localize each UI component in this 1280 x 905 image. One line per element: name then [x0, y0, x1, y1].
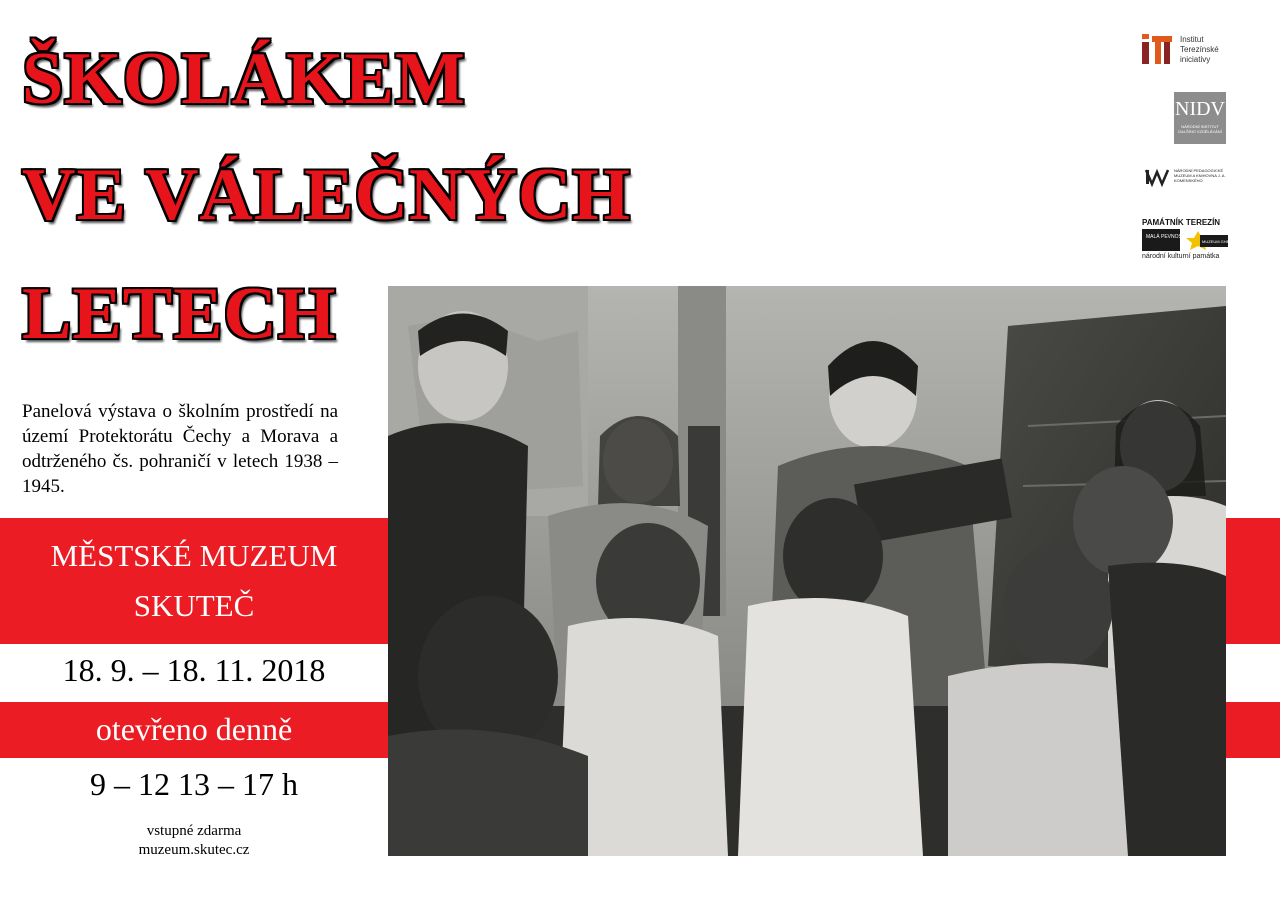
- npmk-logo: [1144, 166, 1228, 190]
- itt-logo-icon: [1140, 32, 1174, 66]
- venue-name-line-1: MĚSTSKÉ MUZEUM: [50, 538, 338, 573]
- classroom-photo: [388, 286, 1226, 856]
- exhibition-dates: 18. 9. – 18. 11. 2018: [62, 652, 326, 688]
- poster-title-line-2: VE VÁLEČNÝCH: [22, 154, 631, 236]
- nidv-logo-icon: [1174, 92, 1226, 144]
- itt-logo-text: Institut Terezínské iniciativy: [1180, 35, 1219, 64]
- red-band-right-bottom: [1226, 702, 1280, 758]
- venue-name-line-2: SKUTEČ: [133, 588, 255, 623]
- nidv-logo-mark: NIDV: [1175, 98, 1225, 120]
- pt-right-label: MUZEUM GHETTA: [1202, 239, 1237, 244]
- pamatnik-terezin-title: PAMÁTNÍK TEREZÍN: [1142, 218, 1221, 227]
- pt-left-label: MALÁ PEVNOST: [1146, 234, 1185, 240]
- exhibition-description: Panelová výstava o školním prostředí na území Protektorátu Čechy a Morava a odtrženého čs. pohraničí v letech 1938 – 1945.: [22, 401, 338, 497]
- admission-note: vstupné zdarma: [146, 823, 242, 839]
- poster-title-line-1: ŠKOLÁKEM: [22, 38, 466, 120]
- npmk-logo-icon: [1144, 166, 1172, 188]
- itt-logo: [1140, 32, 1230, 68]
- poster-title-line-3: LETECH: [22, 273, 337, 355]
- opening-label: otevřeno denně: [95, 711, 293, 747]
- pamatnik-terezin-logo-icon: [1142, 218, 1237, 262]
- venue-name: [0, 531, 388, 631]
- red-band-right-top: [1226, 518, 1280, 644]
- opening-hours: 9 – 12 13 – 17 h: [90, 766, 298, 802]
- nidv-logo-text: NÁRODNÍ INSTITUT DALŠÍHO VZDĚLÁVÁNÍ: [1178, 124, 1222, 134]
- website-link[interactable]: muzeum.skutec.cz: [138, 842, 250, 858]
- pamatnik-terezin-subtitle: národní kulturní památka: [1142, 253, 1220, 260]
- npmk-logo-text: NÁRODNÍ PEDAGOGICKÉ MUZEUM A KNIHOVNA J. A. KOMENSKÉHO: [1174, 168, 1226, 183]
- pamatnik-terezin-marks: [1142, 229, 1237, 251]
